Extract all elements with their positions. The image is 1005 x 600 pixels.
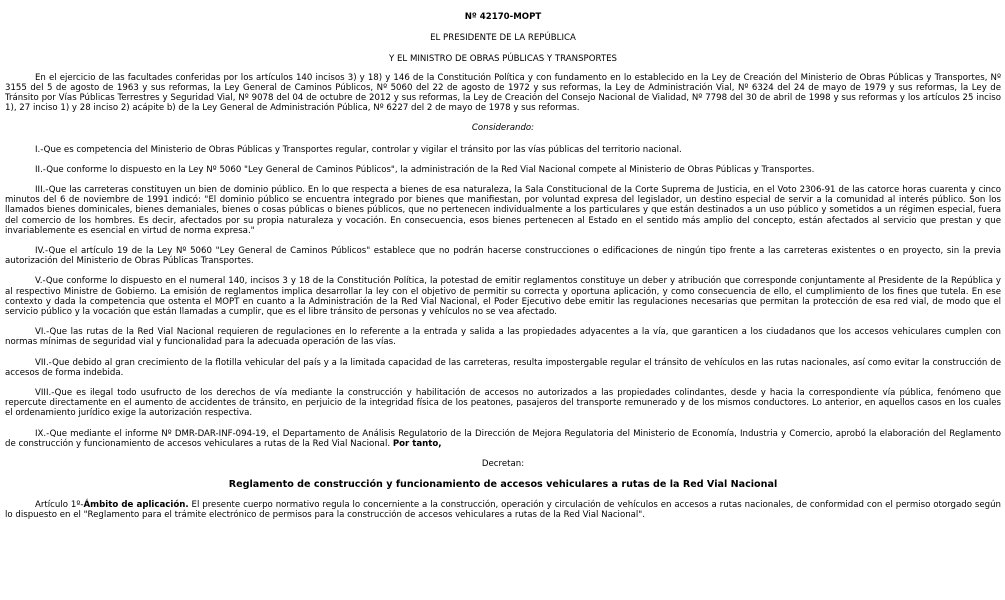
por-tanto: Por tanto, — [392, 438, 442, 449]
article-1 — [5, 500, 1001, 520]
considerando-item: V.-Que conforme lo dispuesto en el numeral 140, incisos 3 y 18 de la Constitución Política, la potestad de emitir reglamentos constituye un deber y atribución que corresponde conjuntamente al Presidente de la República y al respectivo Ministre de Gobierno. La emisión de reglamentos implica desarrollar la ley con el objetivo de permitir su correcta y oportuna aplicación, y como consecuencia de ello, el cumplimiento de los fines que tutela. En ese contexto y dada la competencia que ostenta el MOPT en cuanto a la Administración de la Red Vial Nacional, el Poder Ejecutivo debe emitir las regulaciones necesarias que permitan la protección de esa red vial, de modo que el servicio público y la vocación que están llamadas a cumplir, que es el libre tránsito de personas y vehículos no se vea afectado. — [5, 276, 1001, 318]
article-1-prefix: Artículo 1º- — [35, 499, 84, 510]
preamble-paragraph: En el ejercicio de las facultades conferidas por los artículos 140 incisos 3) y 18) y 146 de la Constitución Política y con fundamento en lo establecido en la Ley de Creación del Ministerio de Obras Públicas y Transportes, Nº 3155 del 5 de agosto de 1963 y sus reformas, la Ley General de Caminos Públicos, Nº 5060 del 22 de agosto de 1972 y sus reformas, la Ley de Administración Vial, Nº 6324 del 24 de mayo de 1979 y sus reformas, la Ley de Tránsito por Vías Públicas Terrestres y Seguridad Vial, Nº 9078 del 04 de octubre de 2012 y sus reformas, la Ley de Creación del Consejo Nacional de Vialidad, Nº 7798 del 30 de abril de 1998 y sus reformas y los artículos 25 inciso 1), 27 inciso 1) y 28 inciso 2) acápite b) de la Ley General de Administración Pública, Nº 6227 del 2 de mayo de 1978 y sus reformas. — [5, 72, 1001, 114]
considerando-item: I.-Que es competencia del Ministerio de Obras Públicas y Transportes regular, controlar y vigilar el tránsito por las vías públicas del territorio nacional. — [35, 144, 682, 155]
considerando-item: VII.-Que debido al gran crecimiento de la flotilla vehicular del país y a la limitada capacidad de las carreteras, resulta impostergable regular el tránsito de vehículos en las rutas nacionales, así como evitar la construcción de accesos de forma indebida. — [5, 357, 1001, 378]
considerando-item: III.-Que las carreteras constituyen un bien de dominio público. En lo que respecta a bienes de esa naturaleza, la Sala Constitucional de la Corte Suprema de Justicia, en el Voto 2306-91 de las catorce horas cuarenta y cinco minutos del 6 de noviembre de 1991 indicó: "El dominio público se encuentra integrado por bienes que manifiestan, por voluntad expresa del legislador, un destino especial de servir a la comunidad al interés público. Son los llamados bienes dominicales, bienes demaniales, bienes o cosas públicas o bienes públicos, que no pertenecen individualmente a los particulares y que están destinados a un uso público y sometidos a un régimen especial, fuera del comercio de los hombres. Es decir, afectados por su propia naturaleza y vocación. En consecuencia, esos bienes pertenecen al Estado en el sentido más amplio del concepto, están afectados al servicio que prestan y que invariablemente es esencial en virtud de norma expresa." — [5, 185, 1001, 236]
considerando-item: VI.-Que las rutas de la Red Vial Nacional requieren de regulaciones en lo referente a la entrada y salida a las propiedades adyacentes a la vía, que garanticen a los ciudadanos que los accesos vehiculares cumplen con normas mínimas de seguridad vial y funcionalidad para la adecuada operación de las vías. — [5, 327, 1001, 348]
article-1-text: El presente cuerpo normativo regula lo concerniente a la construcción, operación y circulación de vehículos en accesos a rutas nacionales, de conformidad con el permiso otorgado según lo dispuesto en el "Reglamento para el trámite electrónico de permisos para la construcción de accesos vehiculares a rutas de la Red Vial Nacional". — [5, 499, 1001, 520]
item-ix-text: IX.-Que mediante el informe Nº DMR-DAR-INF-094-19, el Departamento de Análisis Regulatorio de la Dirección de Mejora Regulatoria del Ministerio de Economía, Industria y Comercio, aprobó la elaboración del Reglamento de construcción y funcionamiento de accesos vehiculares a rutas de la Red Vial Nacional. — [5, 428, 1001, 449]
considerando-heading: Considerando: — [471, 123, 535, 134]
issuer-president: EL PRESIDENTE DE LA REPÚBLICA — [430, 33, 576, 44]
issuer-minister: Y EL MINISTRO DE OBRAS PÚBLICAS Y TRANSPORTES — [389, 54, 617, 65]
decree-number: Nº 42170-MOPT — [464, 12, 542, 22]
article-1-heading: Ámbito de aplicación. — [83, 499, 189, 510]
considerando-item: IV.-Que el artículo 19 de la Ley Nº 5060 "Ley General de Caminos Públicos" establece que no podrán hacerse construcciones o edificaciones de ningún tipo frente a las carreteras existentes o en proyecto, sin la previa autorización del Ministerio de Obras Públicas Transportes. — [5, 246, 1001, 267]
decretan-heading: Decretan: — [481, 459, 525, 470]
considerando-item-ix — [5, 429, 1001, 449]
considerando-item: VIII.-Que es ilegal todo usufructo de los derechos de vía mediante la construcción y habilitación de accesos no autorizados a las propiedades colindantes, desde y hacia la correspondiente vía pública, fenómeno que repercute directamente en el aumento de accidentes de tránsito, en perjuicio de la integridad física de los peatones, pasajeros del transporte remunerado y de los mismos conductores. Lo anterior, en aquellos casos en los cuales el ordenamiento jurídico exige la autorización respectiva. — [5, 388, 1001, 419]
regulation-title: Reglamento de construcción y funcionamiento de accesos vehiculares a rutas de la Red Vial Nacional — [228, 479, 778, 491]
considerando-item: II.-Que conforme lo dispuesto en la Ley Nº 5060 "Ley General de Caminos Públicos", la administración de la Red Vial Nacional compete al Ministerio de Obras Públicas y Transportes. — [35, 164, 815, 175]
